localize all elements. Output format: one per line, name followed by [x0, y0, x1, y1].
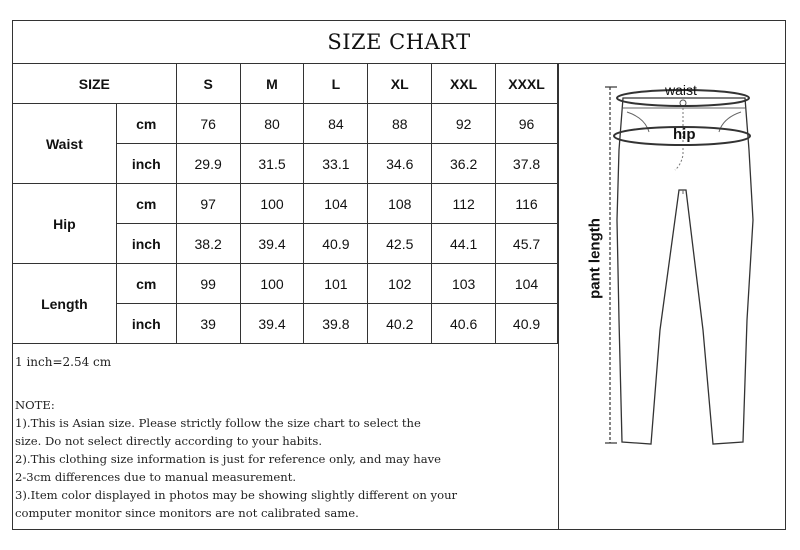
unit-inch: inch: [116, 304, 176, 344]
table-cell: 34.6: [368, 144, 432, 184]
table-cell: 39.4: [240, 224, 304, 264]
table-cell: 36.2: [432, 144, 496, 184]
table-cell: 42.5: [368, 224, 432, 264]
table-cell: 33.1: [304, 144, 368, 184]
note-line: size. Do not select directly according to your habits.: [15, 434, 323, 448]
unit-cm: cm: [116, 184, 176, 224]
pant-length-label: pant length: [586, 218, 604, 299]
size-m: M: [240, 64, 304, 104]
unit-conversion: 1 inch=2.54 cm: [15, 355, 112, 369]
table-cell: 38.2: [176, 224, 240, 264]
size-xxxl: XXXL: [496, 64, 558, 104]
pants-diagram: [575, 70, 780, 460]
note-line: 2-3cm differences due to manual measurement.: [15, 470, 297, 484]
note-line: 1).This is Asian size. Please strictly follow the size chart to select the: [15, 416, 421, 430]
header-row: [13, 64, 558, 104]
unit-inch: inch: [116, 224, 176, 264]
unit-cm: cm: [116, 264, 176, 304]
size-header: SIZE: [13, 64, 177, 104]
table-cell: 99: [176, 264, 240, 304]
table-cell: 40.9: [496, 304, 558, 344]
waist-label: waist: [665, 82, 697, 98]
note-line: 2).This clothing size information is just for reference only, and may have: [15, 452, 442, 466]
table-cell: 100: [240, 264, 304, 304]
table-cell: 31.5: [240, 144, 304, 184]
chart-title: SIZE CHART: [327, 30, 471, 54]
table-cell: 92: [432, 104, 496, 144]
table-cell: 40.6: [432, 304, 496, 344]
hip-label: hip: [673, 126, 696, 143]
table-cell: 80: [240, 104, 304, 144]
notes-heading: NOTE:: [15, 398, 55, 412]
notes-block: [15, 396, 457, 522]
column-divider: [558, 63, 559, 530]
table-cell: 76: [176, 104, 240, 144]
table-row: [13, 104, 558, 144]
table-cell: 44.1: [432, 224, 496, 264]
table-cell: 103: [432, 264, 496, 304]
note-line: computer monitor since monitors are not calibrated same.: [15, 506, 359, 520]
table-cell: 39.4: [240, 304, 304, 344]
unit-inch: inch: [116, 144, 176, 184]
table-cell: 29.9: [176, 144, 240, 184]
table-cell: 104: [304, 184, 368, 224]
table-cell: 39: [176, 304, 240, 344]
table-cell: 112: [432, 184, 496, 224]
size-table: [12, 63, 558, 344]
table-cell: 102: [368, 264, 432, 304]
table-cell: 97: [176, 184, 240, 224]
table-cell: 88: [368, 104, 432, 144]
size-s: S: [176, 64, 240, 104]
table-cell: 84: [304, 104, 368, 144]
table-row: [13, 264, 558, 304]
table-cell: 108: [368, 184, 432, 224]
table-cell: 40.2: [368, 304, 432, 344]
title-row: [12, 20, 786, 64]
measure-length: Length: [13, 264, 117, 344]
table-cell: 39.8: [304, 304, 368, 344]
table-cell: 40.9: [304, 224, 368, 264]
size-xxl: XXL: [432, 64, 496, 104]
table-cell: 104: [496, 264, 558, 304]
table-cell: 101: [304, 264, 368, 304]
size-l: L: [304, 64, 368, 104]
table-cell: 100: [240, 184, 304, 224]
table-cell: 45.7: [496, 224, 558, 264]
size-xl: XL: [368, 64, 432, 104]
unit-cm: cm: [116, 104, 176, 144]
table-row: [13, 184, 558, 224]
note-line: 3).Item color displayed in photos may be showing slightly different on your: [15, 488, 458, 502]
measure-hip: Hip: [13, 184, 117, 264]
table-cell: 37.8: [496, 144, 558, 184]
table-cell: 96: [496, 104, 558, 144]
table-cell: 116: [496, 184, 558, 224]
measure-waist: Waist: [13, 104, 117, 184]
